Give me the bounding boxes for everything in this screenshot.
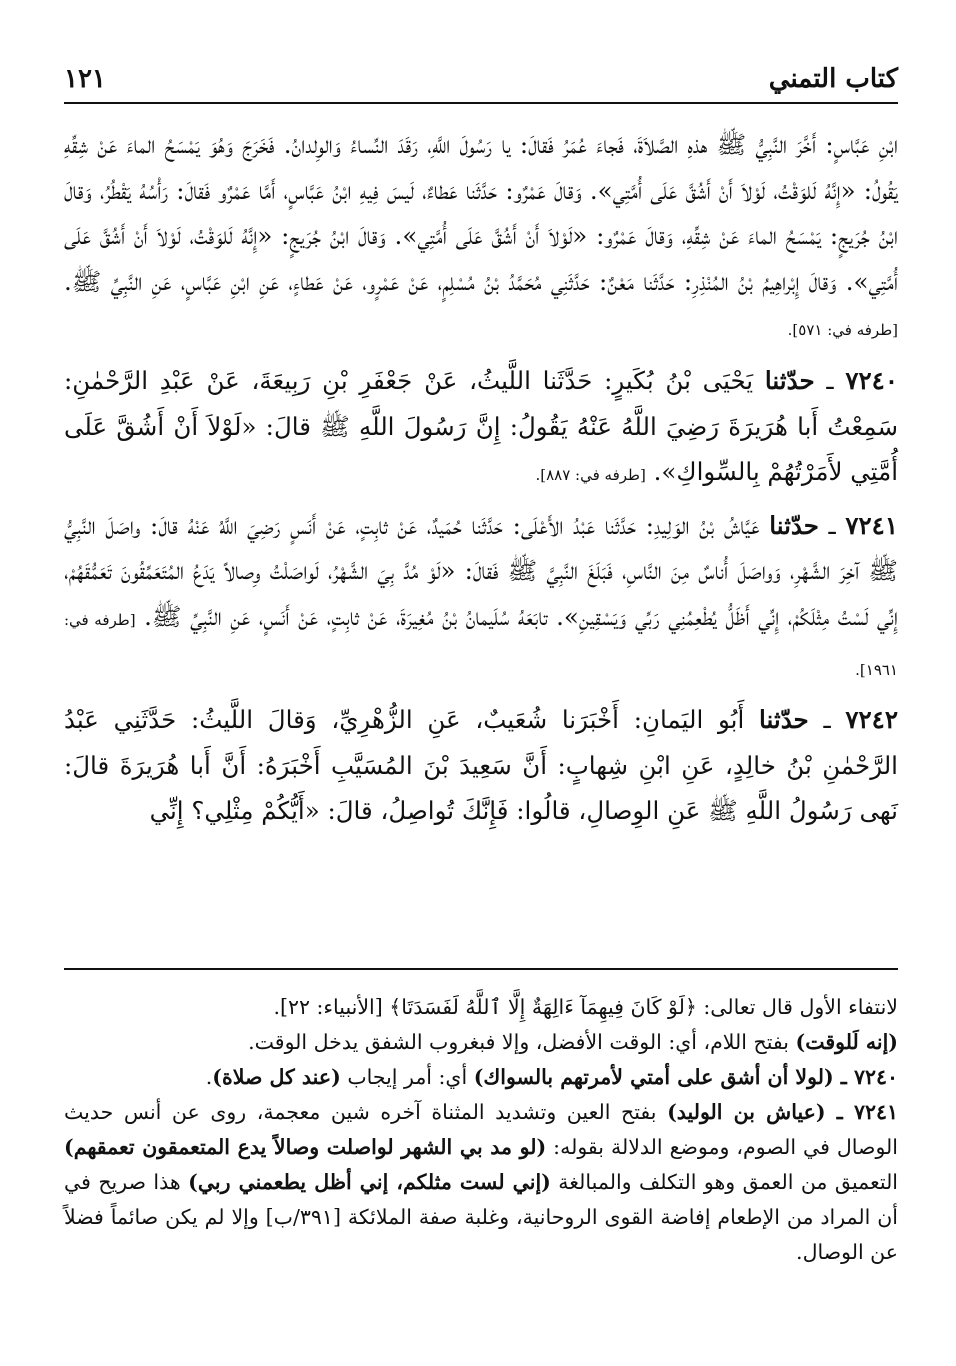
- cross-reference: [طرفه في: ٨٨٧].: [535, 466, 646, 485]
- hadith-number: ٧٢٤٢: [845, 705, 898, 735]
- narration-keyword: حدّثنا: [759, 705, 809, 735]
- page-number: ١٢١: [64, 64, 106, 94]
- number-separator: ـ: [814, 365, 846, 395]
- footnote-1: لانتفاء الأول قال تعالى: ﴿لَوْ كَانَ فِيهِمَآ ءَالِهَةٌ إِلَّا ٱللَّهُ لَفَسَدَتَا﴾ [الأنبياء: ٢٢].: [273, 995, 898, 1019]
- hadith-number: ٧٢٤٠: [845, 365, 898, 395]
- footnote-text: .: [205, 1065, 213, 1089]
- footnote-text: هذا صريح في أن المراد من الإطعام إفاضة القوى الروحانية، وغلبة صفة الملائكة [٣٩١/ب] وإلا لم يكن صائماً فضلاً عن الوصال.: [64, 1170, 898, 1264]
- footnote-text: بفتح العين وتشديد المثناة آخره شين معجمة، روى عن أنس حديث الوصال في الصوم، وموضع الدلالة بقوله:: [64, 1100, 898, 1159]
- number-separator: ـ: [808, 705, 846, 735]
- footnote-term: ٧٢٤٠ ـ (لولا أن أشق على أمتي لأمرتهم بالسواك): [473, 1065, 898, 1089]
- footnote-term: (لو مد بي الشهر لواصلت وصالاً يدع المتعمقون تعمقهم): [64, 1135, 547, 1159]
- hadith-continuation: [64, 122, 898, 354]
- page-header: [64, 62, 898, 104]
- hadith-number: ٧٢٤١: [845, 510, 898, 540]
- main-text: [64, 122, 898, 834]
- hadith-7242: [64, 697, 898, 834]
- footnote-term: ٧٢٤١ ـ (عياش بن الوليد): [667, 1100, 898, 1124]
- hadith-7241: [64, 503, 898, 693]
- footnote-2: [64, 1025, 898, 1060]
- footnote-text: بفتح اللام، أي: الوقت الأفضل، وإلا فبغروب الشفق يدخل الوقت.: [248, 1030, 796, 1054]
- paragraph-text: يَحْيَى بْنُ بُكَيرٍ: حَدَّثَنا اللَّيثُ، عَنْ جَعْفَرِ بْنِ رَبِيعَةَ، عَنْ عَبْدِ الرَّحْمٰنِ: سَمِعْتُ أَبا هُرَيرَةَ رَضِيَ اللَّهُ عَنْهُ يَقُولُ: إِنَّ رَسُولَ اللَّهِ ﷺ قالَ: «لَوْلاَ أَنْ أَشُقَّ عَلَى أُمَّتِي لأَمَرْتُهُمْ بِالسِّواكِ».: [64, 365, 898, 487]
- cross-reference: [طرفه في: ٥٧١].: [787, 321, 898, 340]
- paragraph-text: عَيَّاشُ بْنُ الوَلِيدِ: حَدَّثَنا عَبْدُ الأَعْلَى: حَدَّثَنا حُمَيدٌ، عَنْ ثابِتٍ، عَنْ أَنَسٍ رَضِيَ اللَّهُ عَنْهُ قالَ: واصَلَ النَّبِيُّ ﷺ آخِرَ الشَّهْرِ، وَواصَلَ أُناسٌ مِنَ النَّاسِ، فَبَلَغَ النَّبِيَّ ﷺ فَقالَ: «لَوْ مُدَّ بِيَ الشَّهْرُ، لَواصَلْتُ وِصالاً يَدَعُ المُتَعَمِّقُونَ تَعَمُّقَهُمْ، إِنِّي لَسْتُ مِثْلَكُمْ، إِنِّي أَظَلُّ يُطْعِمُنِي رَبِّي وَيَسْقِينِ». تابَعَهُ سُلَيمانُ بْنُ مُغِيرَةَ، عَنْ ثابِتٍ، عَنْ أَنَسٍ، عَنِ النَّبِيِّ ﷺ.: [64, 510, 898, 631]
- footnote-term: (إني لست مثلكم، إني أظل يطعمني ربي): [188, 1170, 551, 1194]
- number-separator: ـ: [818, 510, 846, 540]
- narration-keyword: حدّثنا: [764, 365, 815, 395]
- footnotes: [64, 990, 898, 1270]
- footnote-3: [64, 1060, 898, 1095]
- footnote-term: (عند كل صلاة): [212, 1065, 341, 1089]
- paragraph-text: ابْنِ عَبَّاسٍ: أَخَّرَ النَّبِيُّ ﷺ هذهِ الصَّلاَةَ، فَجاءَ عُمَرُ فَقالَ: يا رَسُولَ اللَّهِ، رَقَدَ النِّساءُ وَالوِلدانُ. فَخَرَجَ وَهُوَ يَمْسَحُ الماءَ عَنْ شِقِّهِ يَقُولُ: «إِنَّهُ لَلوَقْتُ، لَوْلاَ أَنْ أَشُقَّ عَلَى أُمَّتِي». وَقالَ عَمْرٌو: حَدَّثَنا عَطاءٌ، لَيسَ فِيهِ ابْنُ عَبَّاسٍ، أَمَّا عَمْرٌو فَقالَ: رَأْسُهُ يَقْطُرُ، وَقالَ ابْنُ جُرَيجٍ: يَمْسَحُ الماءَ عَنْ شِقِّهِ، وَقالَ عَمْرٌو: «لَوْلاَ أَنْ أَشُقَّ عَلَى أُمَّتِي». وَقالَ ابْنُ جُرَيجٍ: «إِنَّهُ لَلوَقْتُ، لَوْلاَ أَنْ أَشُقَّ عَلَى أُمَّتِي». وَقالَ إِبْراهِيمُ بْنُ المُنْذِرِ: حَدَّثَنا مَعْنٌ: حَدَّثَنِي مُحَمَّدُ بْنُ مُسْلِمٍ، عَنْ عَمْرٍو، عَنْ عَطاءٍ، عَنِ ابْنِ عَبَّاسٍ، عَنِ النَّبِيِّ ﷺ.: [64, 130, 898, 296]
- hadith-7240: [64, 358, 898, 499]
- paragraph-text: أَبُو اليَمانِ: أَخْبَرَنا شُعَيبٌ، عَنِ الزُّهْرِيِّ، وَقالَ اللَّيثُ: حَدَّثَنِي عَبْدُ الرَّحْمٰنِ بْنُ خالِدٍ، عَنِ ابْنِ شِهابٍ: أَنَّ سَعِيدَ بْنَ المُسَيَّبِ أَخْبَرَهُ: أَنَّ أَبا هُرَيرَةَ قالَ: نَهى رَسُولُ اللَّهِ ﷺ عَنِ الوِصالِ، قالُوا: فَإِنَّكَ تُواصِلُ، قالَ: «أَيُّكُمْ مِثْلِي؟ إِنِّي: [64, 705, 898, 826]
- footnote-4: [64, 1095, 898, 1270]
- cross-reference: [طرفه في: ١٩٦١].: [64, 610, 898, 679]
- footnote-text: التعميق من العمق وهو التكلف والمبالغة: [550, 1170, 899, 1194]
- footnote-term: (إنه لَلوقت): [795, 1030, 898, 1054]
- narration-keyword: حدّثنا: [769, 510, 819, 540]
- footnote-text: أي: أمر إيجاب: [340, 1065, 474, 1089]
- footnote-divider: [64, 968, 898, 970]
- chapter-title: كتاب التمني: [768, 64, 898, 94]
